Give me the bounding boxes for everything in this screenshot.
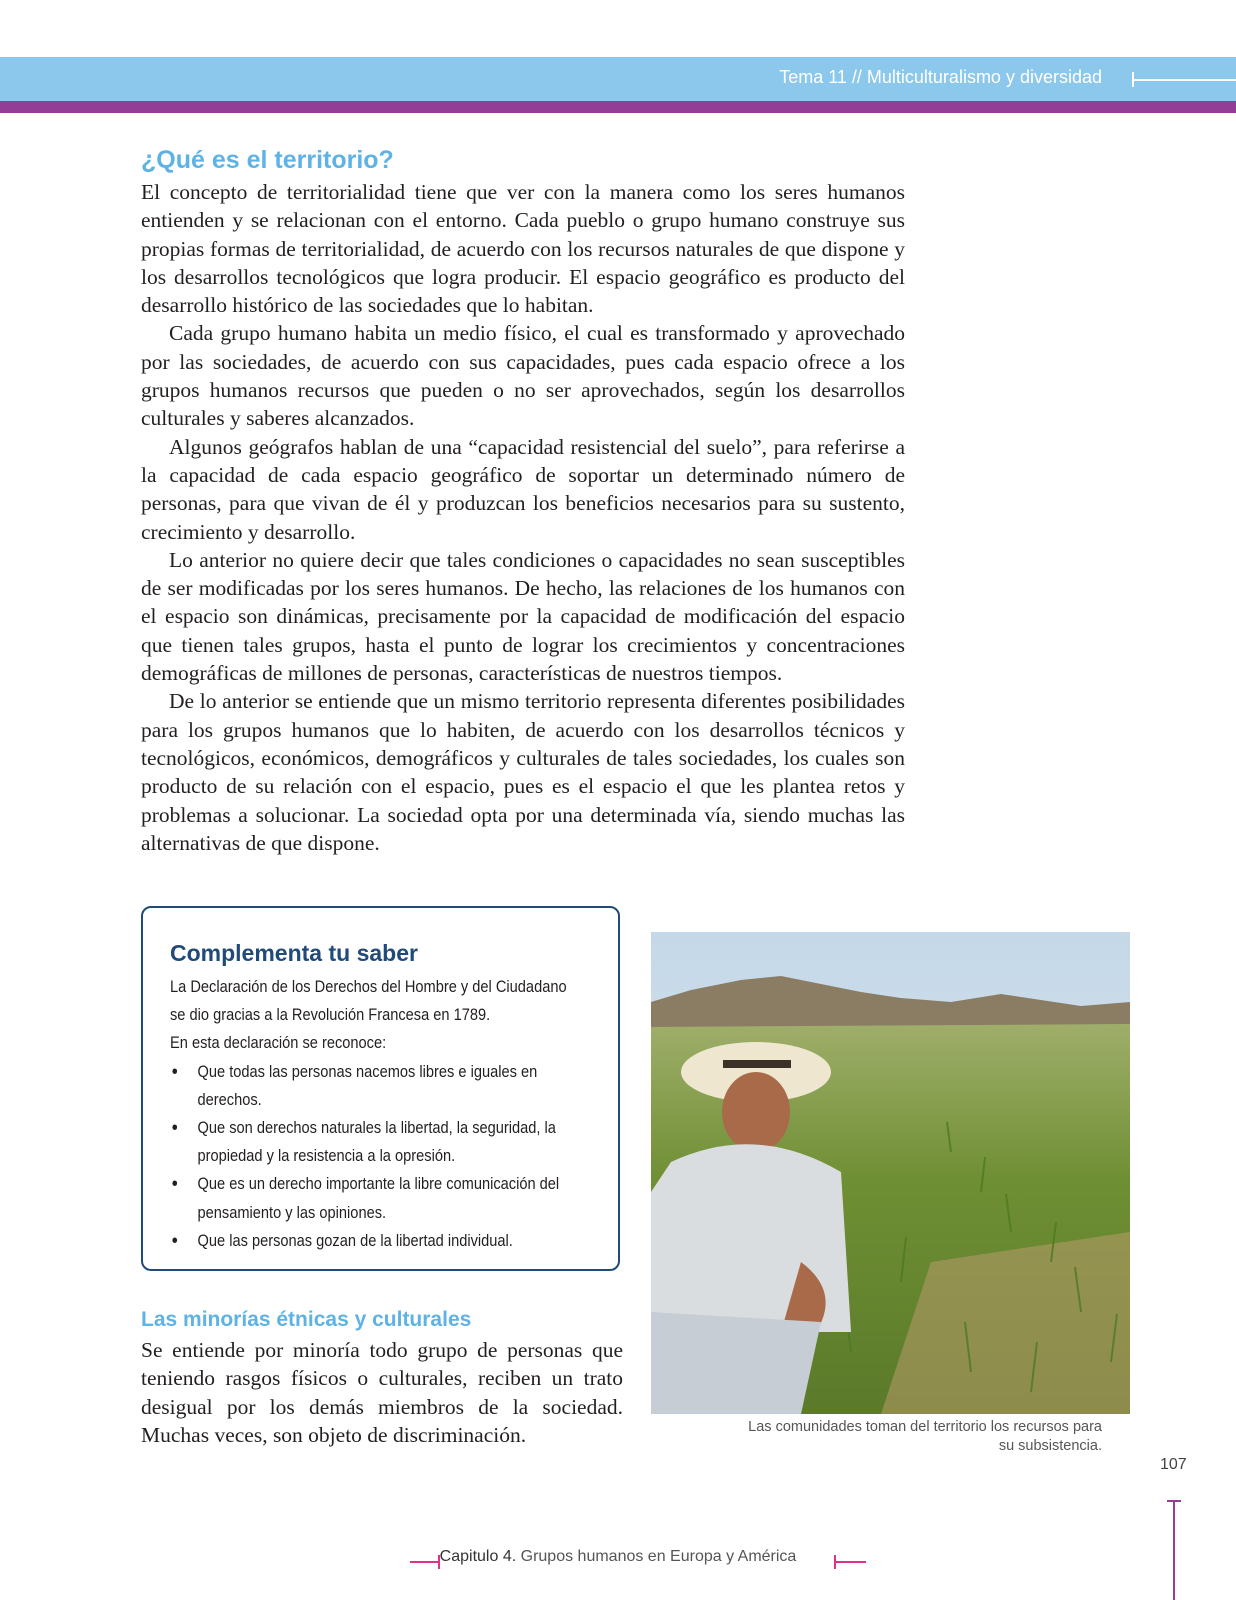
paragraph: Algunos geógrafos hablan de una “capacidad resistencial del suelo”, para referirse a la capacidad de cada espacio geográfico de soportar un determinado número de personas, para que vivan de él y produzcan los beneficios necesarios para su sustento, crecimiento y desarrollo. [141,434,905,544]
header-rule [1132,79,1236,81]
section-heading-territorio: ¿Qué es el territorio? [141,146,394,174]
section-heading-minorias: Las minorías étnicas y culturales [141,1308,472,1331]
photo-caption: Las comunidades toman del territorio los recursos para su subsistencia. [748,1419,1102,1454]
farmer-photo-illustration [651,932,1130,1414]
footer [0,1548,1236,1566]
box-bullet: • Que todas las personas nacemos libres e iguales en derechos. [170,1058,600,1114]
paragraph: Lo anterior no quiere decir que tales condiciones o capacidades no sean susceptibles de ser modificadas por los seres humanos. De hecho, las relaciones de los humanos con el espacio son dinámicas, precisamente por la capacidad de modificación del espacio que tienen tales grupos, hasta el punto de lograr los crecimientos y concentraciones demográficas de millones de personas, características de nuestros tiempos. [141,547,905,686]
paragraph: De lo anterior se entiende que un mismo territorio representa diferentes posibilidades para los grupos humanos que lo habiten, de acuerdo con los desarrollos técnicos y tecnológicos, económicos, demográficos y culturales de tales sociedades, los cuales son producto de su relación con el espacio, pues es el espacio el que les plantea retos y problemas a solucionar. La sociedad opta por una determinada vía, siendo muchas las alternativas de que dispone. [141,689,905,855]
footer-chapter-label: Capitulo 4. [439,1548,517,1565]
box-body [170,973,600,1255]
page-number: 107 [1160,1456,1187,1473]
section-body-minorias [141,1336,623,1449]
paragraph: Se entiende por minoría todo grupo de personas que teniendo rasgos físicos o culturales, reciben un trato desigual por los demás miembros de la sociedad. Muchas veces, son objeto de discriminación. [141,1338,623,1447]
box-bullet-list [170,1058,600,1255]
footer-chapter-title: Grupos humanos en Europa y América [520,1548,797,1565]
paragraph: Cada grupo humano habita un medio físico, el cual es transformado y aprovechado por las sociedades, de acuerdo con sus capacidades, pues cada espacio ofrece a los grupos humanos recursos que pueden o no ser aprovechados, según los desarrollos culturales y saberes alcanzados. [141,321,905,431]
box-bullet: • Que las personas gozan de la libertad individual. [170,1227,600,1255]
section-body-territorio [141,178,905,857]
header-title: Tema 11 // Multiculturalismo y diversidad [779,67,1102,87]
box-bullet: • Que es un derecho importante la libre comunicación del pensamiento y las opiniones. [170,1170,600,1226]
paragraph: El concepto de territorialidad tiene que ver con la manera como los seres humanos entienden y se relacionan con el entorno. Cada pueblo o grupo humano construye sus propias formas de territorialidad, de acuerdo con los recursos naturales de que dispone y los desarrollos tecnológicos que logra producir. El espacio geográfico es producto del desarrollo histórico de las sociedades que lo habitan. [141,180,905,318]
complementa-box [141,906,620,1271]
box-line: La Declaración de los Derechos del Hombre y del Ciudadano [170,977,567,996]
footer-rule-right [836,1561,866,1563]
header-stripe [0,101,1236,113]
box-title: Complementa tu saber [170,940,418,966]
box-line: se dio gracias a la Revolución Francesa en 1789. [170,1005,491,1025]
farmer-photo [651,932,1130,1414]
box-line: En esta declaración se reconoce: [170,1033,387,1053]
box-bullet: • Que son derechos naturales la libertad, la seguridad, la propiedad y la resistencia a la opresión. [170,1114,600,1170]
